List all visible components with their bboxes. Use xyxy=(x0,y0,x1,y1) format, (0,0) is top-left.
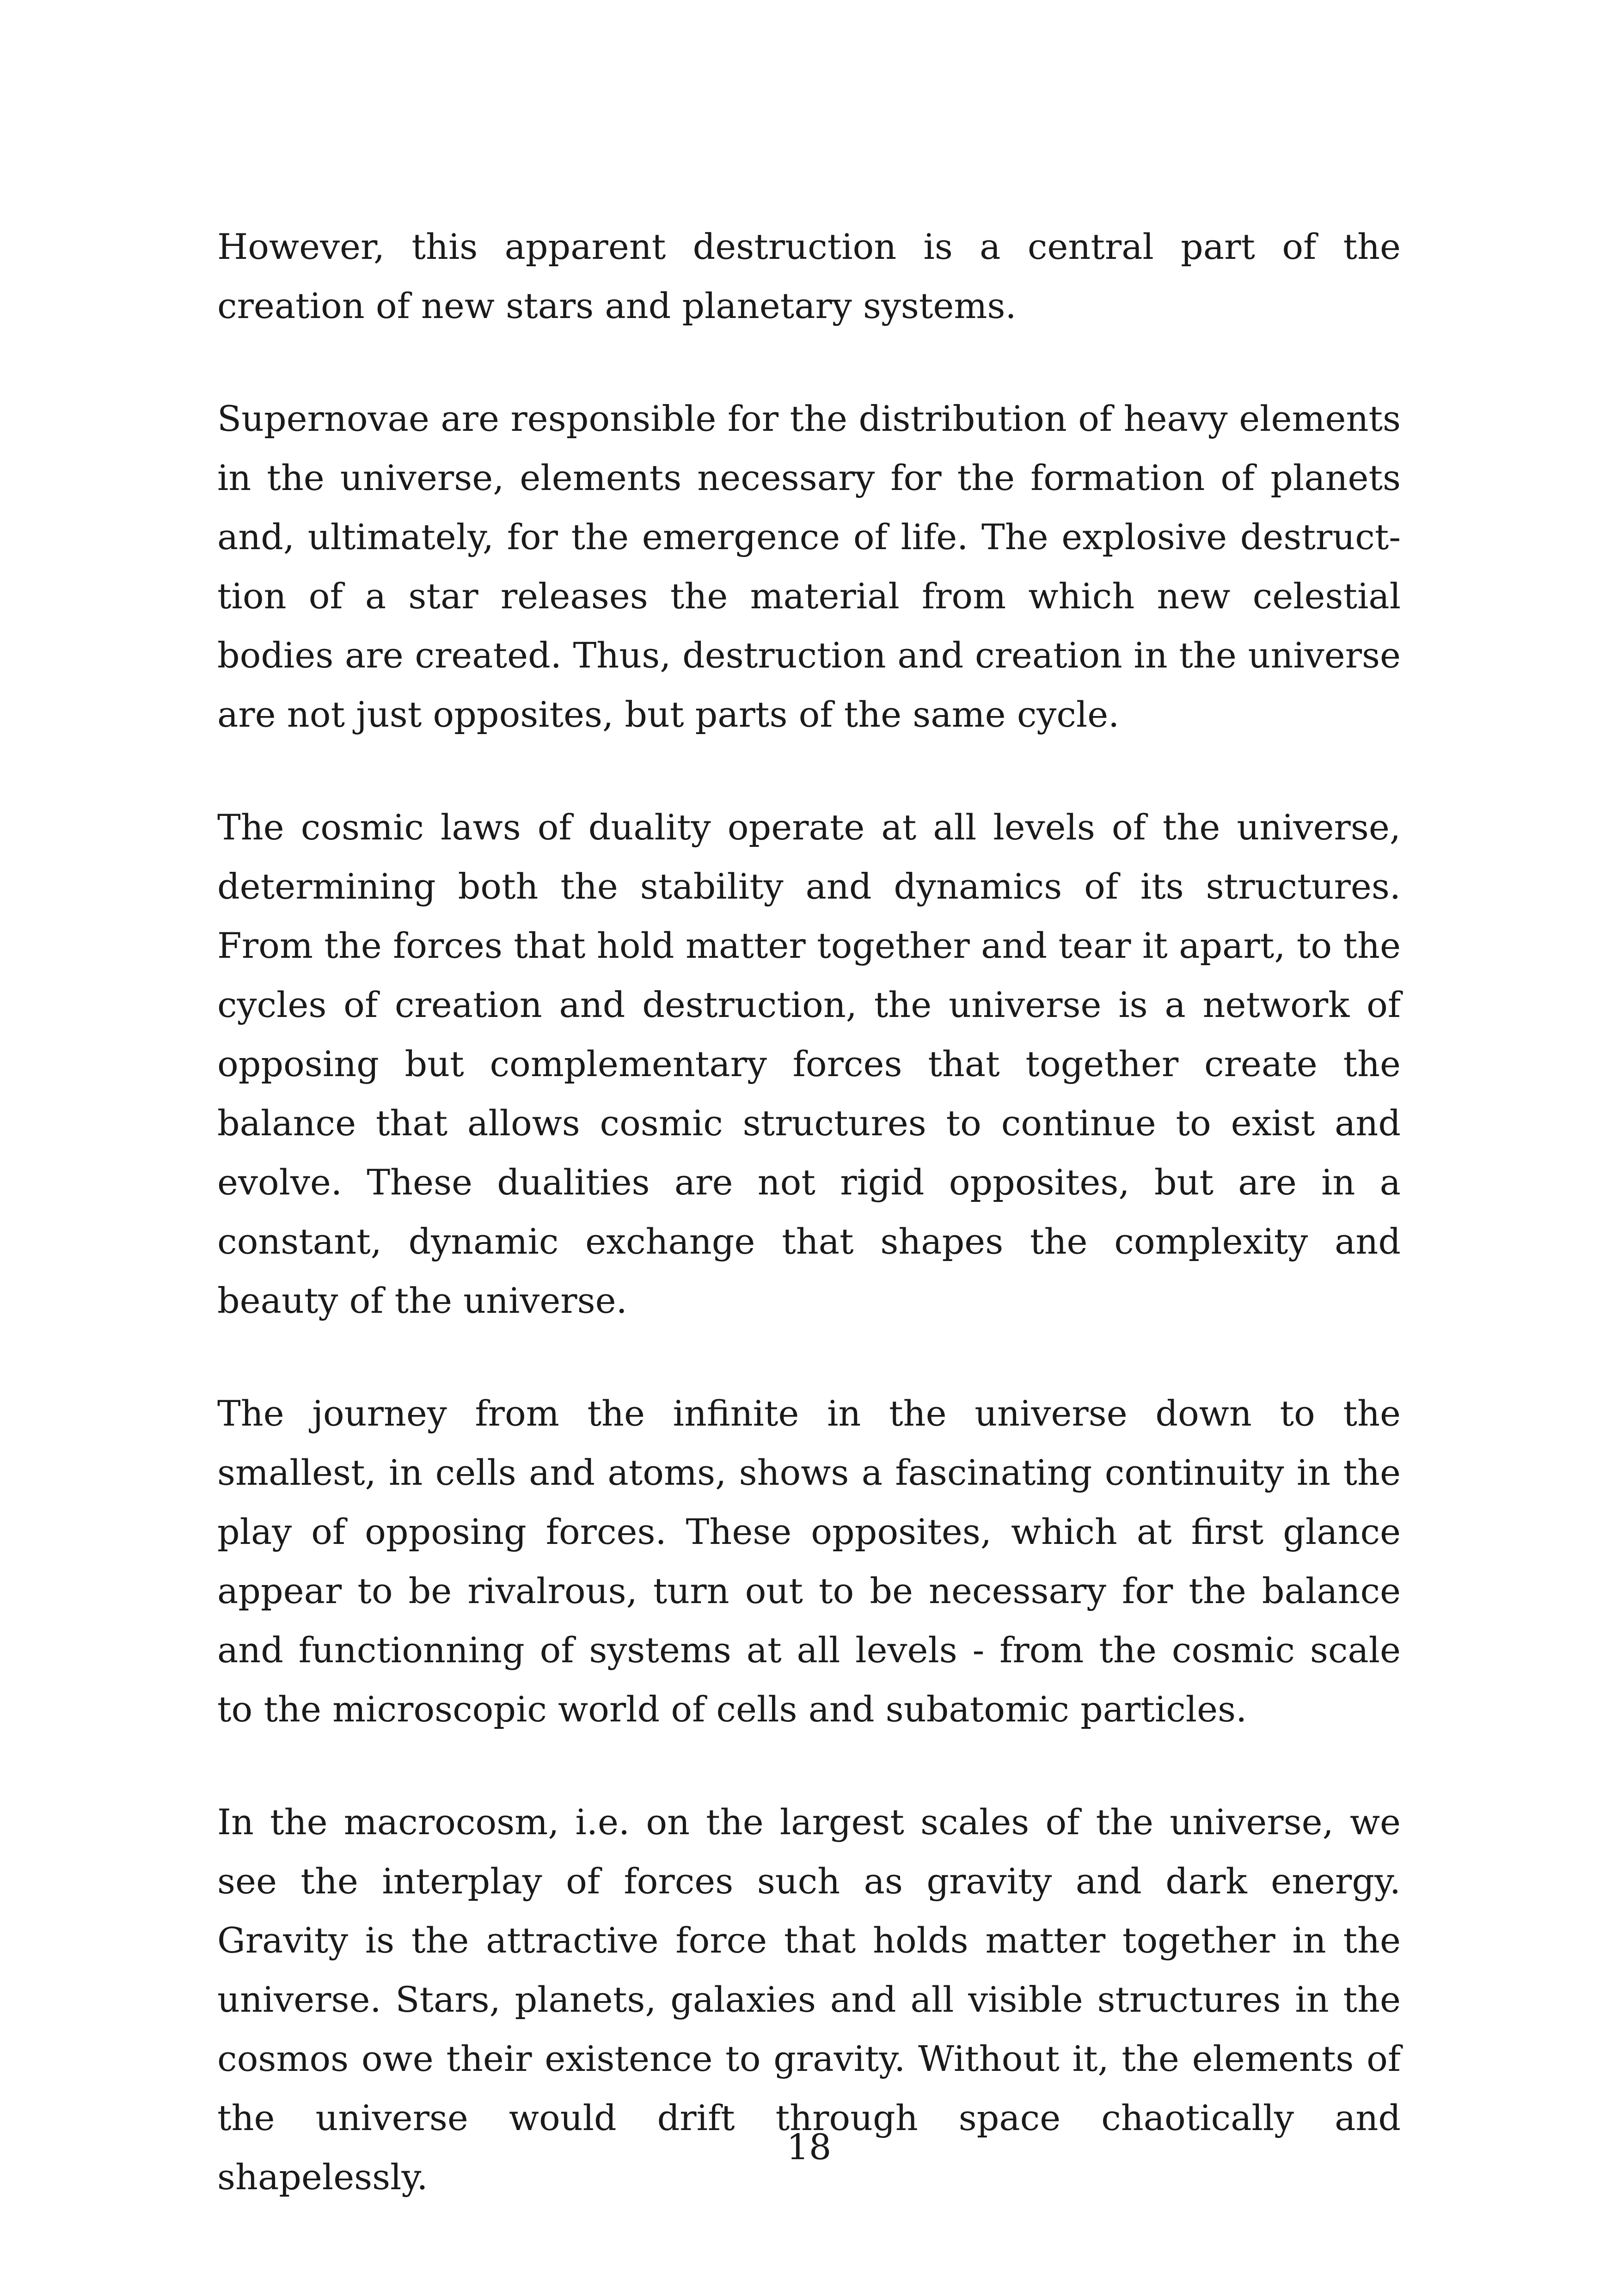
paragraph: The cosmic laws of duality operate at all levels of the universe, determining both the stability and dynamics of its structures. From the forces that hold matter together and tear it apart, to the cycles of creation and destruction, the universe is a network of opposing but complementary forces that together create the balance that allows cosmic structures to continue to exist and evolve. These dualities are not rigid opposites, but are in a constant, dynamic exchange that shapes the complexity and beauty of the universe. xyxy=(217,807,1401,1321)
paragraph: The journey from the infinite in the universe down to the smallest, in cells and atoms, shows a fascinating continuity in the play of opposing forces. These opposites, which at first glance appear to be rivalrous, turn out to be necessary for the balance and functionning of systems at all levels - from the cosmic scale to the microscopic world of cells and subatomic particles. xyxy=(217,1393,1401,1730)
paragraph: In the macrocosm, i.e. on the largest scales of the universe, we see the interplay of forces such as gravity and dark energy. Gravity is the attractive force that holds matter together in the universe. Stars, planets, galaxies and all visible structures in the cosmos owe their existence to gravity. Without it, the elements of the universe would drift through space chaotically and shapelessly. xyxy=(217,1801,1401,2198)
body-text xyxy=(217,217,1401,2207)
paragraph: Supernovae are responsible for the distribution of heavy elements in the universe, elements necessary for the formation of planets and, ultimately, for the emergence of life. The explosive destructtion of a star releases the material from which new celestial bodies are created. Thus, destruction and creation in the universe are not just opposites, but parts of the same cycle. xyxy=(217,398,1401,735)
paragraph: However, this apparent destruction is a central part of the creation of new stars and planetary systems. xyxy=(217,226,1401,326)
page-number: 18 xyxy=(786,2126,832,2167)
